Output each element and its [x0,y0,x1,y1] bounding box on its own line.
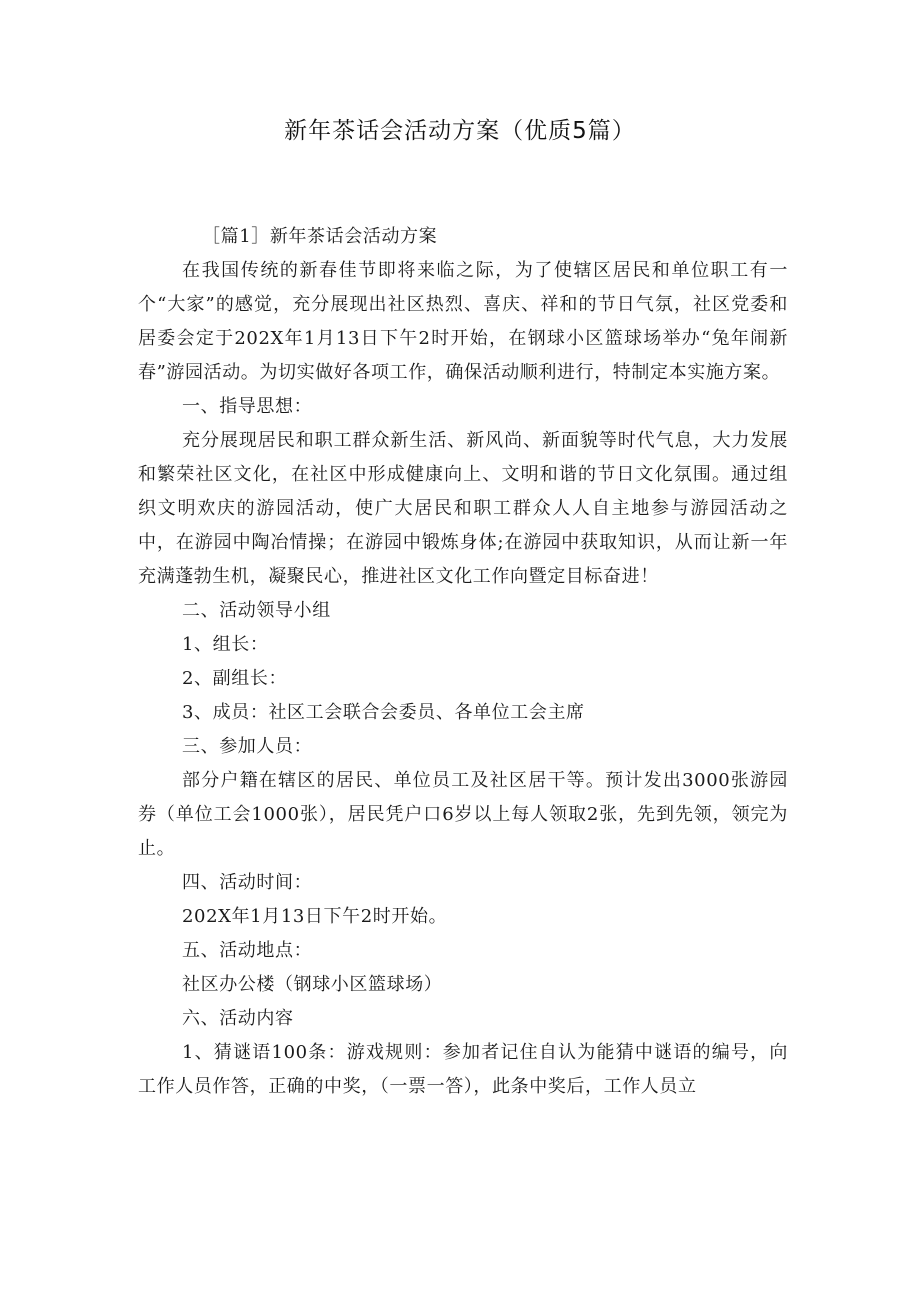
document-title: 新年茶话会活动方案（优质5篇） [284,118,636,144]
document-body [138,220,788,1104]
heading-activity-content: 六、活动内容 [182,1008,294,1029]
heading-activity-time: 四、活动时间： [182,872,313,893]
intro-paragraph: 在我国传统的新春佳节即将来临之际，为了使辖区居民和单位职工有一个“大家”的感觉，充分展现出社区热烈、喜庆、祥和的节日气氛，社区党委和居委会定于202X年1月13日下午2时开始，在钢球小区篮球场举办“兔年闹新春”游园活动。为切实做好各项工作，确保活动顺利进行，特制定本实施方案。 [138,260,788,383]
activity-time-paragraph: 202X年1月13日下午2时开始。 [182,906,448,927]
heading-participants: 三、参加人员： [182,736,313,757]
guiding-principle-paragraph: 充分展现居民和职工群众新生活、新风尚、新面貌等时代气息，大力发展和繁荣社区文化，在社区中形成健康向上、文明和谐的节日文化氛围。通过组织文明欢庆的游园活动，使广大居民和职工群众人人自主地参与游园活动之中，在游园中陶冶情操；在游园中锻炼身体;在游园中获取知识，从而让新一年充满蓬勃生机，凝聚民心，推进社区文化工作向暨定目标奋进！ [138,430,788,587]
heading-leadership-group: 二、活动领导小组 [182,600,331,621]
participants-paragraph: 部分户籍在辖区的居民、单位员工及社区居干等。预计发出3000张游园券（单位工会1000张），居民凭户口6岁以上每人领取2张，先到先领，领完为止。 [138,770,788,859]
heading-activity-location: 五、活动地点： [182,940,313,961]
leadership-item-members: 3、成员：社区工会联合会委员、各单位工会主席 [182,702,585,723]
activity-location-paragraph: 社区办公楼（钢球小区篮球场） [182,974,443,995]
heading-guiding-principle: 一、指导思想： [182,396,313,417]
leadership-item-leader: 1、组长： [182,634,269,655]
section-heading-part1: ［篇1］新年茶话会活动方案 [202,226,438,247]
activity-content-riddles: 1、猜谜语100条：游戏规则：参加者记住自认为能猜中谜语的编号，向工作人员作答，正确的中奖，（一票一答），此条中奖后，工作人员立 [138,1042,788,1097]
leadership-item-deputy: 2、副组长： [182,668,288,689]
